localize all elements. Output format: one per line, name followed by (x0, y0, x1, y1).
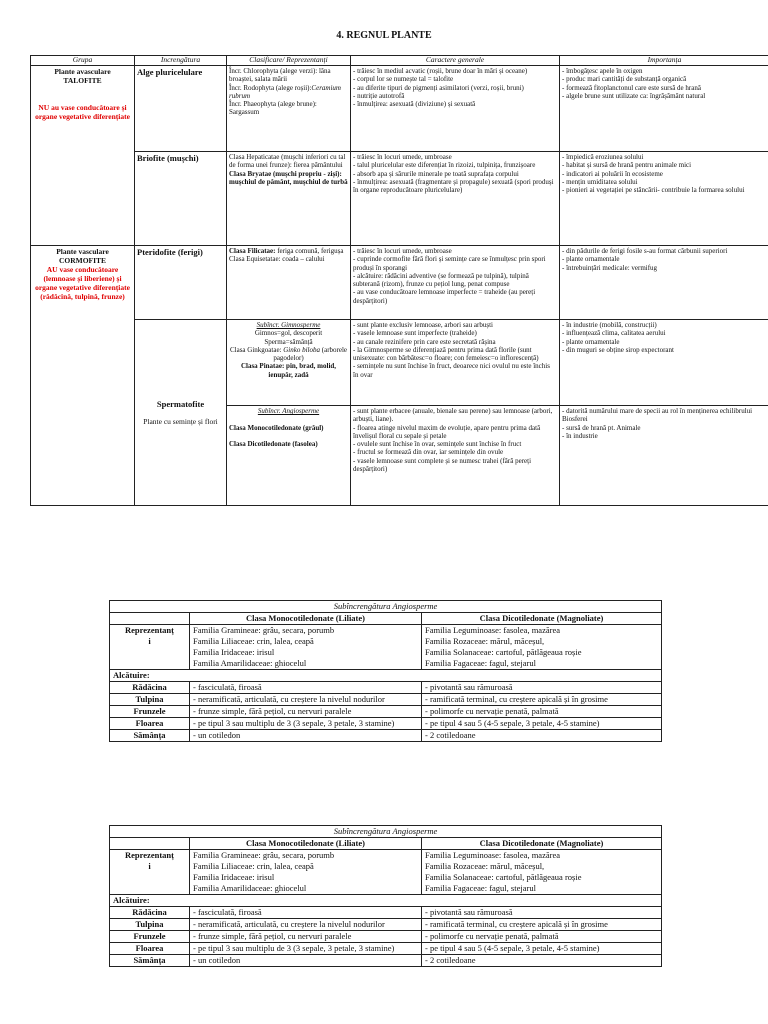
importanta-item: - din pădurile de ferigi fosile s-au format cărbunii superiori (562, 247, 728, 255)
clasif-item: Clasa Dicotiledonate (fasolea) (229, 440, 318, 449)
group-talofite (31, 66, 135, 246)
increngatura-subtitle: Plante cu semințe și flori (143, 417, 218, 427)
group-note: AU vase conducătoare (lemnoase și liberiene) și organe vegetative diferențiate (rădăcină, tulpină, frunze) (35, 265, 130, 301)
summary-cell-mono: - neramificată, articulată, cu creștere la nivelul nodurilor (190, 919, 422, 931)
importanta-item: - plante ornamentale (562, 337, 620, 346)
summary-row (110, 682, 662, 694)
caracter-item: - înmulțirea: asexuată (fragmentare și propagule) sexuată (spori produși în organe reproducătoare pluricelulare) (353, 177, 554, 195)
summary-label: Floarea (110, 943, 190, 955)
group-title: Plante vasculare (56, 247, 109, 256)
subincr-title: Subîncr. Gimnosperme (256, 321, 321, 329)
importanta-item: - împiedică eroziunea solului (562, 153, 644, 161)
caracter-item: - vasele lemnoase sunt imperfecte (traheide) (353, 329, 477, 338)
caracter-item: - fructul se formează din ovar, iar semințele din ovule (353, 448, 504, 457)
importanta-item: - produc mari cantități de substanță organică (562, 75, 687, 84)
summary-cell-mono (190, 625, 422, 670)
importanta-item: - din muguri se obține sirop expectorant (562, 345, 674, 354)
header-caractere: Caractere generale (351, 56, 560, 66)
summary-cell-dico: - polimorfe cu nervație penată, palmată (422, 706, 662, 718)
label-part: Reprezentanț (125, 850, 174, 860)
importanta-item: - influențează clima, calitatea aerului (562, 329, 666, 338)
angiosperme-summary-table-1 (109, 600, 662, 742)
clasif-item: Gimnos=gol, descoperit (254, 329, 323, 338)
group-subtitle: TALOFITE (63, 76, 102, 85)
summary-label: Tulpina (110, 694, 190, 706)
familia-item: Familia Gramineae: grâu, secara, porumb (193, 850, 335, 860)
summary-label (110, 625, 190, 670)
summary-cell-mono: - pe tipul 3 sau multiplu de 3 (3 sepale, 3 petale, 3 stamine) (190, 718, 422, 730)
row-gimnosperme (31, 320, 768, 406)
caracter-item: - floarea atinge nivelul maxim de evoluție, apare pentru prima dată învelișul floral cu sepale și petale (353, 423, 541, 440)
summary-alcatuire: Alcătuire: (110, 670, 662, 682)
clasif-item: Clasa Monocotiledonate (grâul) (229, 423, 324, 432)
clasif-item: Încr. Phaeophyta (alege brune): Sargassum (229, 100, 317, 117)
label-part: i (148, 861, 151, 871)
summary-label: Tulpina (110, 919, 190, 931)
caracter-item: - sunt plante exclusiv lemnoase, arbori sau arbuști (353, 321, 493, 329)
familia-item: Familia Fagaceae: fagul, stejarul (425, 658, 536, 668)
summary-row (110, 931, 662, 943)
label-part: Reprezentanț (125, 625, 174, 635)
importanta-item: - îmbogățesc apele în oxigen (562, 67, 643, 75)
clasif-item: Încr. Rodophyta (alege roșii): (229, 83, 312, 92)
summary-header-dico: Clasa Dicotiledonate (Magnoliate) (422, 838, 662, 850)
group-title: Plante avasculare (54, 67, 111, 76)
row-briofite (31, 152, 768, 246)
summary-row (110, 706, 662, 718)
familia-item: Familia Fagaceae: fagul, stejarul (425, 883, 536, 893)
summary-caption: Subîncrengătura Angiosperme (110, 826, 662, 838)
header-importanta: Importanța (560, 56, 768, 66)
clasif-species: Ginko biloba (283, 345, 320, 354)
caracter-item: - la Gimnosperme se diferențiază pentru prima dată florile (sunt unisexuate: con bărbătesc=o floare; con femeiesc=o inflorescență) (353, 345, 539, 363)
summary-cell-mono: - fasciculată, firoasă (190, 682, 422, 694)
familia-item: Familia Leguminoase: fasolea, mazărea (425, 850, 560, 860)
clasif-item: Încr. Chlorophyta (alege verzi): lâna broaștei, salata mării (229, 67, 331, 84)
familia-item: Familia Iridaceae: irisul (193, 647, 275, 657)
page-title: 4. REGNUL PLANTE (336, 30, 432, 41)
caracter-item: - cuprinde cormofite fără flori și semințe care se înmulțesc prin spori produși în sporangi (353, 255, 546, 272)
caracter-item: - corpul lor se numește tal = talofite (353, 75, 454, 84)
clasificare-gimnosperme (227, 320, 351, 406)
familia-item: Familia Leguminoase: fasolea, mazărea (425, 625, 560, 635)
group-subtitle: CORMOFITE (58, 256, 107, 265)
summary-cell-dico: - ramificată terminal, cu creștere apicală și în grosime (422, 694, 662, 706)
summary-cell-mono: - pe tipul 3 sau multiplu de 3 (3 sepale, 3 petale, 3 stamine) (190, 943, 422, 955)
caracter-item: - trăiesc în mediul acvatic (roșii, brune doar în mări și oceane) (353, 67, 528, 75)
summary-row (110, 955, 662, 967)
summary-corner (110, 838, 190, 850)
importanta-briofite (560, 152, 768, 246)
caracter-item: - trăiesc în locuri umede, umbroase (353, 247, 452, 255)
clasif-item: Clasa Bryatae (mușchi propriu - ziși): mușchiul de pământ, mușchiul de turbă (229, 169, 348, 186)
summary-caption: Subîncrengătura Angiosperme (110, 601, 662, 613)
importanta-item: - în industrie (562, 431, 598, 440)
familia-item: Familia Gramineae: grâu, secara, porumb (193, 625, 335, 635)
clasificare-pteridofite (227, 246, 351, 320)
caractere-alge (351, 66, 560, 152)
summary-header-mono: Clasa Monocotiledonate (Liliate) (190, 838, 422, 850)
summary-label (110, 850, 190, 895)
summary-label: Sămânța (110, 730, 190, 742)
summary-cell-dico: - 2 cotiledoane (422, 955, 662, 967)
group-cormofite (31, 246, 135, 506)
summary-row (110, 919, 662, 931)
summary-cell-dico: - pe tipul 4 sau 5 (4-5 sepale, 3 petale, 4-5 stamine) (422, 943, 662, 955)
clasif-item: Clasa Equisetatae: coada – calului (229, 255, 325, 264)
clasif-item: Sperma=sămânță (264, 337, 313, 346)
importanta-item: - pionieri ai vegetației pe stâncării- contribuie la formarea solului (562, 186, 745, 195)
clasif-label: Clasa Filicatae: (229, 247, 276, 255)
importanta-alge (560, 66, 768, 152)
clasif-item: Clasa Hepaticatae (mușchi inferiori cu tal de forma unei frunze): fierea pământului (229, 153, 346, 170)
familia-item: Familia Amarilidaceae: ghiocelul (193, 883, 307, 893)
group-note: NU au vase conducătoare și organe vegetative diferențiate (35, 103, 130, 121)
clasif-item: feriga comună, ferigușa (275, 247, 344, 255)
increngatura-alge: Alge pluricelulare (135, 66, 227, 152)
clasif-species: Ceramium rubrum (229, 83, 341, 100)
clasificare-angiosperme (227, 406, 351, 506)
header-increngatura: Increngătura (135, 56, 227, 66)
clasif-item: Clasa Ginkgoatae: (229, 345, 282, 354)
caracter-item: - au vase conducătoare lemnoase imperfecte = traheide (au pereți despărțitori) (353, 288, 536, 305)
summary-cell-mono: - frunze simple, fără pețiol, cu nervuri paralele (190, 931, 422, 943)
summary-cell-dico: - ramificată terminal, cu creștere apicală și în grosime (422, 919, 662, 931)
importanta-item: - formează fitoplanctonul care este sursă de hrană (562, 83, 701, 92)
familia-item: Familia Rozaceae: mărul, măceșul, (425, 861, 545, 871)
summary-cell-mono: - un cotiledon (190, 955, 422, 967)
caracter-item: - sunt plante erbacee (anuale, bienale sau perene) sau lemnoase (arbori, arbuști, liane). (353, 407, 553, 424)
increngatura-pteridofite: Pteridofite (ferigi) (135, 246, 227, 320)
summary-row-reprezentanti (110, 625, 662, 670)
summary-cell-mono: - un cotiledon (190, 730, 422, 742)
summary-row (110, 943, 662, 955)
summary-cell-dico: - pivotantă sau rămuroasă (422, 682, 662, 694)
clasificare-briofite (227, 152, 351, 246)
row-pteridofite (31, 246, 768, 320)
summary-label: Rădăcina (110, 907, 190, 919)
importanta-item: - mențin umiditatea solului (562, 177, 638, 186)
clasif-item: Clasa Pinatae: pin, brad, molid, ienupăr, zadă (240, 362, 337, 379)
caracter-item: - înmulțirea: asexuată (diviziune) și sexuată (353, 100, 476, 109)
summary-corner (110, 613, 190, 625)
caractere-pteridofite (351, 246, 560, 320)
caracter-item: - au diferite tipuri de pigmenți asimilatori (verzi, roșii, bruni) (353, 83, 524, 92)
caractere-briofite (351, 152, 560, 246)
familia-item: Familia Liliaceae: crin, lalea, ceapă (193, 861, 314, 871)
caractere-angiosperme (351, 406, 560, 506)
summary-row (110, 730, 662, 742)
caracter-item: - au canale rezinifere prin care este secretată rășina (353, 337, 496, 346)
caracter-item: - nutriție autotrofă (353, 91, 405, 100)
plant-kingdom-table (30, 55, 768, 506)
familia-item: Familia Solanaceae: cartoful, pătlăgeaua roșie (425, 647, 582, 657)
summary-cell-mono: - neramificată, articulată, cu creștere la nivelul nodurilor (190, 694, 422, 706)
summary-alcatuire: Alcătuire: (110, 895, 662, 907)
familia-item: Familia Amarilidaceae: ghiocelul (193, 658, 307, 668)
caracter-item: - absorb apa și sărurile minerale pe toată suprafața corpului (353, 169, 519, 178)
importanta-item: - întrebuințări medicale: vermifug (562, 263, 658, 272)
caracter-item: - ovulele sunt închise în ovar, semințele sunt închise în fruct (353, 440, 522, 449)
header-row (31, 56, 768, 66)
familia-item: Familia Solanaceae: cartoful, pătlăgeaua roșie (425, 872, 582, 882)
summary-header-dico: Clasa Dicotiledonate (Magnoliate) (422, 613, 662, 625)
summary-label: Rădăcina (110, 682, 190, 694)
caractere-gimnosperme (351, 320, 560, 406)
summary-label: Floarea (110, 718, 190, 730)
importanta-item: - datorită numărului mare de specii au rol în menținerea echilibrului Biosferei (562, 407, 753, 424)
summary-label: Frunzele (110, 706, 190, 718)
caracter-item: - vasele lemnoase sunt complete și se numesc trahei (fără pereți despărțitori) (353, 456, 532, 474)
increngatura-briofite: Briofite (mușchi) (135, 152, 227, 246)
importanta-item: - indicatori ai poluării în ecosisteme (562, 169, 663, 178)
importanta-item: - plante ornamentale (562, 255, 620, 264)
summary-cell-dico: - 2 cotiledoane (422, 730, 662, 742)
summary-cell-mono: - frunze simple, fără pețiol, cu nervuri paralele (190, 706, 422, 718)
caracter-item: - semințele nu sunt închise în fruct, deoarece nici ovulul nu este închis în ovar (353, 362, 550, 379)
angiosperme-summary-table-2 (109, 825, 662, 967)
summary-row (110, 907, 662, 919)
summary-cell-dico (422, 625, 662, 670)
summary-cell-mono: - fasciculată, firoasă (190, 907, 422, 919)
summary-row (110, 694, 662, 706)
caracter-item: - talul pluricelular este diferențiat în rizoizi, tulpinița, frunzișoare (353, 161, 536, 170)
summary-row (110, 718, 662, 730)
increngatura-spermatofite (135, 320, 227, 506)
summary-label: Frunzele (110, 931, 190, 943)
importanta-item: - algele brune sunt utilizate ca: îngrășământ natural (562, 91, 706, 100)
row-alge (31, 66, 768, 152)
importanta-item: - sursă de hrană pt. Animale (562, 423, 641, 432)
summary-cell-dico: - pivotantă sau rămuroasă (422, 907, 662, 919)
familia-item: Familia Rozaceae: mărul, măceșul, (425, 636, 545, 646)
summary-cell-dico: - polimorfe cu nervație penată, palmată (422, 931, 662, 943)
clasif-item: (arborele pagodelor) (273, 345, 348, 363)
summary-label: Sămânța (110, 955, 190, 967)
importanta-item: - habitat și sursă de hrană pentru animale mici (562, 161, 692, 170)
importanta-angiosperme (560, 406, 768, 506)
familia-item: Familia Liliaceae: crin, lalea, ceapă (193, 636, 314, 646)
caracter-item: - trăiesc în locuri umede, umbroase (353, 153, 452, 161)
header-grupa: Grupa (31, 56, 135, 66)
label-part: i (148, 636, 151, 646)
summary-cell-mono (190, 850, 422, 895)
caracter-item: - alcătuire: rădăcini adventive (se formează pe tulpină), tulpină subterană (rizom), frunze cu pețiol lung, penat compuse (353, 271, 529, 289)
clasificare-alge (227, 66, 351, 152)
summary-cell-dico: - pe tipul 4 sau 5 (4-5 sepale, 3 petale, 4-5 stamine) (422, 718, 662, 730)
familia-item: Familia Iridaceae: irisul (193, 872, 275, 882)
importanta-pteridofite (560, 246, 768, 320)
summary-header-mono: Clasa Monocotiledonate (Liliate) (190, 613, 422, 625)
importanta-gimnosperme (560, 320, 768, 406)
header-clasificare: Clasificare/ Reprezentanți (227, 56, 351, 66)
increngatura-name: Spermatofite (156, 398, 205, 409)
summary-cell-dico (422, 850, 662, 895)
importanta-item: - în industrie (mobilă, construcții) (562, 321, 657, 329)
summary-row-reprezentanti (110, 850, 662, 895)
subincr-title: Subîncr. Angiosperme (257, 407, 320, 415)
